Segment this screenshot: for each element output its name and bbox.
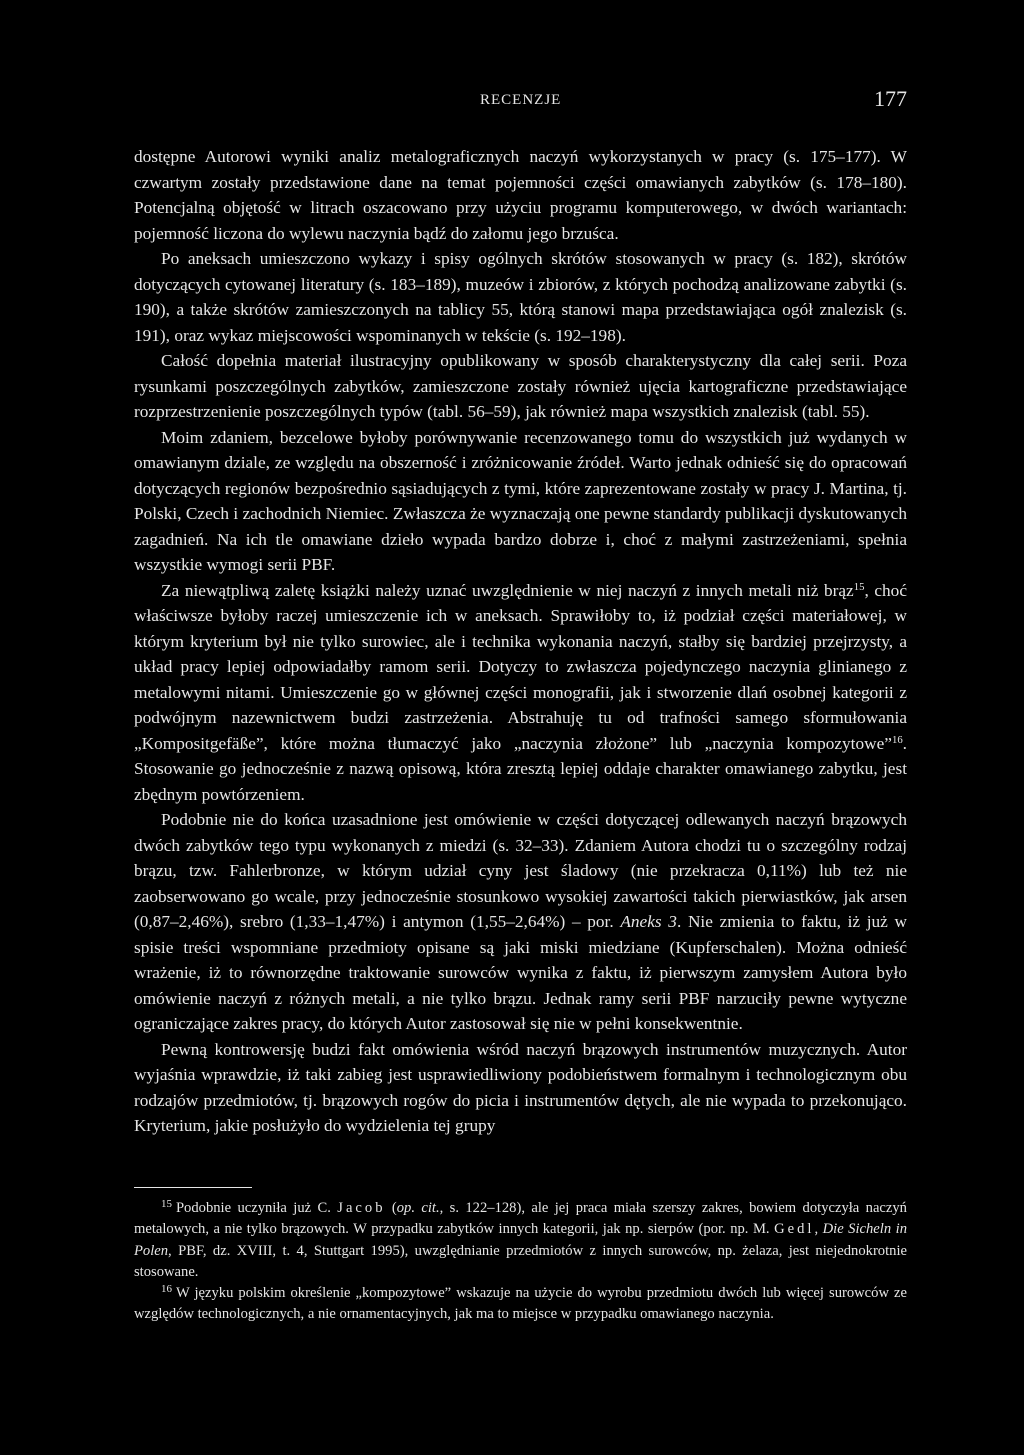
paragraph-6: [134, 807, 907, 1037]
footnote-divider: [134, 1187, 252, 1188]
paragraph-7: [134, 1037, 907, 1139]
paragraph-text: . Stosowanie go jednocześnie z nazwą opisową, która zresztą lepiej oddaje charakter omawianego zabytku, jest zbędnym powtórzeniem.: [134, 733, 907, 804]
paragraph-5: [134, 578, 907, 808]
paragraph-text: dostępne Autorowi wyniki analiz metalograficznych naczyń wykorzystanych w pracy (s. 175–177). W czwartym zostały przedstawione dane na temat pojemności części omawianych zabytków (s. 178–180). Potencjalną objętość w litrach oszacowano przy użyciu programu komputerowego, w dwóch wariantach: pojemność liczona do wylewu naczynia bądź do załomu jego brzuśca.: [134, 147, 907, 243]
paragraph-text: Moim zdaniem, bezcelowe byłoby porównywanie recenzowanego tomu do wszystkich już wydanych w omawianym dziale, ze względu na obszerność i zróżnicowanie źródeł. Warto jednak odnieść się do opracowań dotyczących regionów bezpośrednio sąsiadujących z tymi, które zaprezentowane zostały w pracy J. Martina, tj. Polski, Czech i zachodnich Niemiec. Zwłaszcza że wyznaczają one pewne standardy publikacji dyskutowanych zagadnień. Na ich tle omawiane dzieło wypada bardzo dobrze i, choć z małymi zastrzeżeniami, spełnia wszystkie wymogi serii PBF.: [134, 427, 907, 574]
footnote-15: [134, 1198, 907, 1283]
footnote-16: [134, 1283, 907, 1326]
footnotes: [134, 1187, 907, 1326]
author-name: Jacob: [337, 1200, 386, 1216]
footnote-text: ,: [814, 1221, 823, 1238]
footnote-text: , s. 122–128), ale jej praca miała szerszy zakres, bowiem dotyczyła naczyń metalowych, a nie tylko brązowych. W przypadku zabytków innych kategorii, jak np. sierpów (por. np. M.: [134, 1200, 907, 1238]
paragraph-1: [134, 144, 907, 246]
paragraph-2: [134, 246, 907, 348]
footnote-text: , PBF, dz. XVIII, t. 4, Stuttgart 1995), uwzględnianie przedmiotów z innych surowców, np. żelaza, jest niejednokrotnie stosowane.: [134, 1242, 907, 1280]
paragraph-text: . Nie zmienia to faktu, iż już w spisie treści wspomniane przedmioty opisane są jaki miski miedziane (Kupferschalen). Można odnieść wrażenie, iż to równorzędne traktowanie surowców wynika z faktu, iż pierwszym zamysłem Autora było omówienie naczyń z różnych metali, a nie tylko brązu. Jednak ramy serii PBF narzuciły pewne wytyczne ograniczające zakres pracy, do których Autor zastosował się nie w pełni konsekwentnie.: [134, 912, 908, 1033]
appendix-reference: Aneks 3: [620, 912, 677, 931]
paragraph-text: Za niewątpliwą zaletę książki należy uznać uwzględnienie w niej naczyń z innych metali niż brąz: [161, 580, 854, 600]
paragraph-text: Pewną kontrowersję budzi fakt omówienia wśród naczyń brązowych instrumentów muzycznych. Autor wyjaśnia wprawdzie, iż taki zabieg jest usprawiedliwiony podobieństwem formalnym i technologicznym obu rodzajów przedmiotów, tj. brązowych rogów do picia i instrumentów dętych, ale nie wypada to przekonująco. Kryterium, jakie posłużyło do wydzielenia tej grupy: [134, 1039, 907, 1135]
footnote-text: Podobnie uczyniła już C.: [175, 1200, 338, 1216]
page-number: 177: [874, 86, 907, 111]
paragraph-text: Całość dopełnia materiał ilustracyjny opublikowany w sposób charakterystyczny dla całej serii. Poza rysunkami poszczególnych zabytków, zamieszczone zostały również ujęcia kartograficzne przedstawiające rozprzestrzenienie poszczególnych typów (tabl. 56–59), jak również mapa wszystkich znalezisk (tabl. 55).: [134, 351, 907, 421]
footnote-ref-15[interactable]: 15: [853, 580, 865, 593]
running-title: RECENZJE: [480, 92, 562, 108]
footnote-number: 16: [161, 1283, 172, 1296]
paragraph-4: [134, 425, 907, 578]
footnote-ref-16[interactable]: 16: [891, 733, 903, 746]
book-title: Die Sicheln in Polen: [134, 1221, 907, 1259]
footnote-text: (: [385, 1200, 397, 1216]
footnote-number: 15: [161, 1198, 172, 1211]
paragraph-text: , choć właściwsze byłoby raczej umieszczenie ich w aneksach. Sprawiłoby to, iż podział części materiałowej, w którym kryterium był nie tylko surowiec, ale i technika wykonania naczyń, stałby się bardziej przejrzysty, a układ pracy lepiej odpowiadałby ramom serii. Dotyczy to zwłaszcza pojedynczego naczynia glinianego z metalowymi nitami. Umieszczenie go w głównej części monografii, jak i stworzenie dlań osobnej kategorii z podwójnym nazewnictwem budzi zastrzeżenia. Abstrahuję tu od trafności samego sformułowania „Kompositgefäße”, które można tłumaczyć jako „naczynia złożone” lub „naczynia kompozytowe”: [134, 580, 907, 753]
citation-italic: op. cit.: [396, 1200, 440, 1216]
paragraph-text: Po aneksach umieszczono wykazy i spisy ogólnych skrótów stosowanych w pracy (s. 182), skrótów dotyczących cytowanej literatury (s. 183–189), muzeów i zbiorów, z których pochodzą analizowane zabytki (s. 190), a także skrótów zamieszczonych na tablicy 55, którą stanowi mapa przedstawiająca ogół znalezisk (s. 191), oraz wykaz miejscowości wspominanych w tekście (s. 192–198).: [134, 249, 907, 345]
main-text: [134, 144, 907, 1139]
page-header: [134, 86, 907, 122]
author-name: Gedl: [774, 1221, 815, 1238]
paragraph-text: Podobnie nie do końca uzasadnione jest omówienie w części dotyczącej odlewanych naczyń brązowych dwóch zabytków tego typu wykonanych z miedzi (s. 32–33). Zdaniem Autora chodzi tu o szczególny rodzaj brązu, tzw. Fahlerbronze, w którym udział cyny jest śladowy (nie przekracza 0,11%) lub też nie zaobserwowano go wcale, przy jednocześnie stosunkowo wysokiej zawartości takich pierwiastków, jak arsen (0,87–2,46%), srebro (1,33–1,47%) i antymon (1,55–2,64%) – por.: [134, 810, 907, 931]
footnote-text: W języku polskim określenie „kompozytowe” wskazuje na użycie do wyrobu przedmiotu dwóch lub więcej surowców ze względów technologicznych, a nie ornamentacyjnych, jak ma to miejsce w przypadku omawianego naczynia.: [134, 1285, 907, 1323]
paragraph-3: [134, 348, 907, 425]
